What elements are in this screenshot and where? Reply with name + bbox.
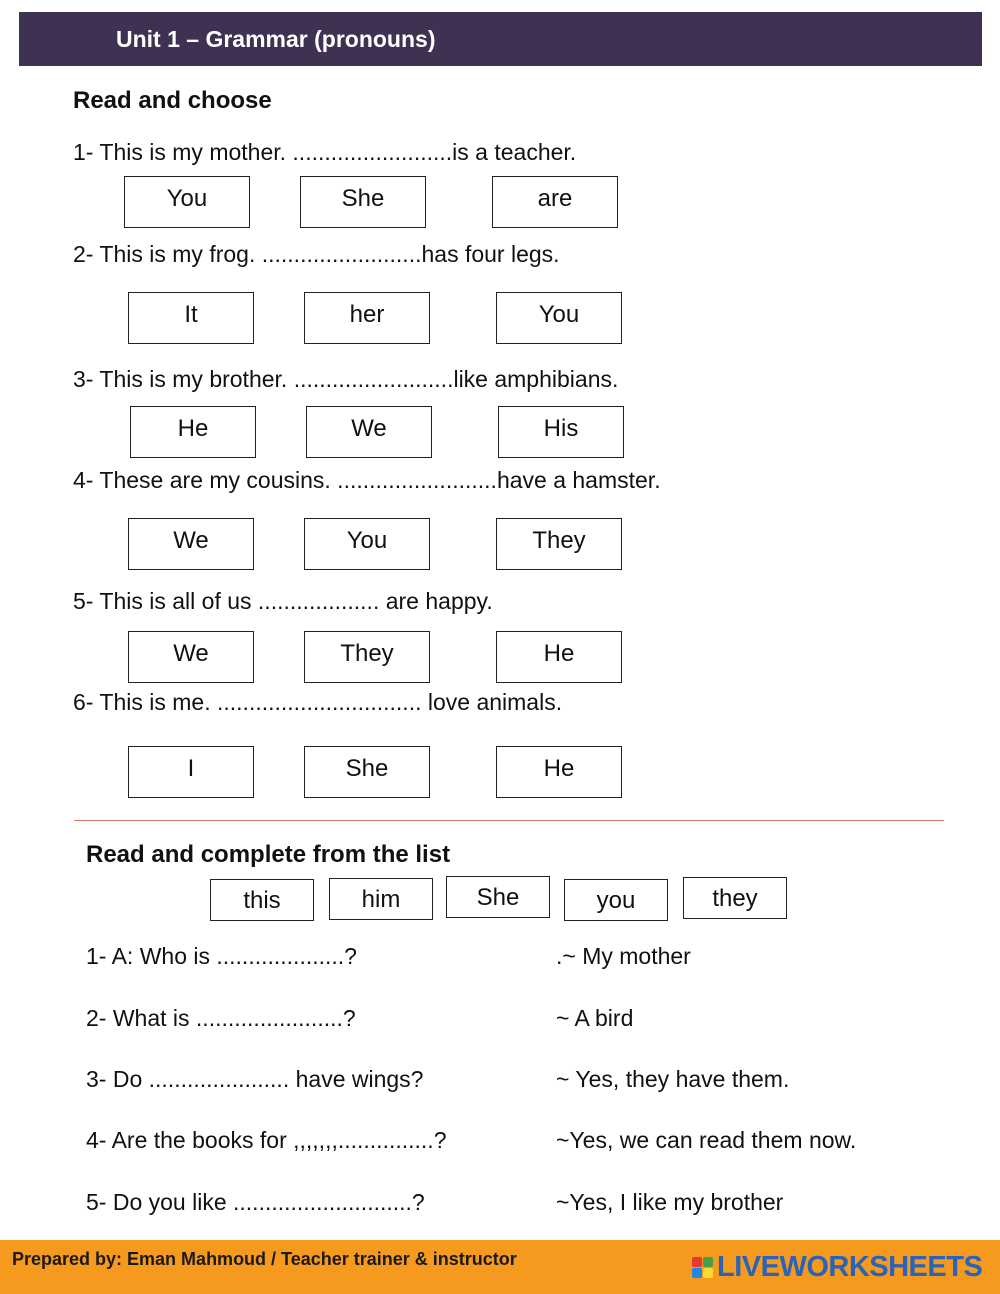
section-title-complete-from-list: Read and complete from the list — [86, 841, 451, 868]
footer-credit: Prepared by: Eman Mahmoud / Teacher trainer & instructor — [12, 1249, 517, 1269]
word-bank-she[interactable]: She — [446, 876, 550, 918]
word-bank-him[interactable]: him — [329, 878, 433, 920]
option-q3-his[interactable]: His — [498, 406, 624, 458]
choose-question-5: 5- This is all of us ................... are happy. — [73, 588, 493, 614]
complete-question-5: 5- Do you like ............................? — [86, 1189, 425, 1215]
option-q6-he[interactable]: He — [496, 746, 622, 798]
option-q4-they[interactable]: They — [496, 518, 622, 570]
complete-answer-1: .~ My mother — [556, 943, 691, 969]
option-q5-we[interactable]: We — [128, 631, 254, 683]
option-q5-he[interactable]: He — [496, 631, 622, 683]
choose-question-3: 3- This is my brother. .........................like amphibians. — [73, 366, 619, 392]
choose-question-1: 1- This is my mother. .........................is a teacher. — [73, 139, 577, 165]
option-q3-we[interactable]: We — [306, 406, 432, 458]
brand-logo[interactable] — [692, 1252, 982, 1282]
complete-answer-5: ~Yes, I like my brother — [556, 1189, 784, 1215]
option-q1-are[interactable]: are — [492, 176, 618, 228]
option-q4-we[interactable]: We — [128, 518, 254, 570]
complete-answer-3: ~ Yes, they have them. — [556, 1066, 790, 1092]
option-q1-she[interactable]: She — [300, 176, 426, 228]
option-q2-you[interactable]: You — [496, 292, 622, 344]
option-q6-i[interactable]: I — [128, 746, 254, 798]
word-bank-they[interactable]: they — [683, 877, 787, 919]
option-q4-you[interactable]: You — [304, 518, 430, 570]
word-bank-this[interactable]: this — [210, 879, 314, 921]
section-title-read-and-choose: Read and choose — [73, 87, 272, 114]
complete-answer-2: ~ A bird — [556, 1005, 634, 1031]
word-bank-you[interactable]: you — [564, 879, 668, 921]
option-q5-they[interactable]: They — [304, 631, 430, 683]
choose-question-4: 4- These are my cousins. .........................have a hamster. — [73, 467, 661, 493]
complete-question-3: 3- Do ...................... have wings? — [86, 1066, 424, 1092]
choose-question-6: 6- This is me. ................................ love animals. — [73, 689, 563, 715]
section-divider — [74, 820, 944, 821]
liveworksheets-logo-icon — [692, 1257, 713, 1278]
complete-question-2: 2- What is .......................? — [86, 1005, 356, 1031]
page-title: Unit 1 – Grammar (pronouns) — [116, 26, 436, 52]
option-q1-you[interactable]: You — [124, 176, 250, 228]
complete-answer-4: ~Yes, we can read them now. — [556, 1127, 857, 1153]
option-q2-it[interactable]: It — [128, 292, 254, 344]
header-bar — [19, 12, 982, 66]
option-q3-he[interactable]: He — [130, 406, 256, 458]
footer-bar — [0, 1240, 1000, 1294]
option-q6-she[interactable]: She — [304, 746, 430, 798]
complete-question-1: 1- A: Who is ....................? — [86, 943, 357, 969]
complete-question-4: 4- Are the books for ,,,,,,,...............? — [86, 1127, 447, 1153]
brand-name: LIVEWORKSHEETS — [717, 1250, 983, 1283]
choose-question-2: 2- This is my frog. .........................has four legs. — [73, 241, 560, 267]
option-q2-her[interactable]: her — [304, 292, 430, 344]
